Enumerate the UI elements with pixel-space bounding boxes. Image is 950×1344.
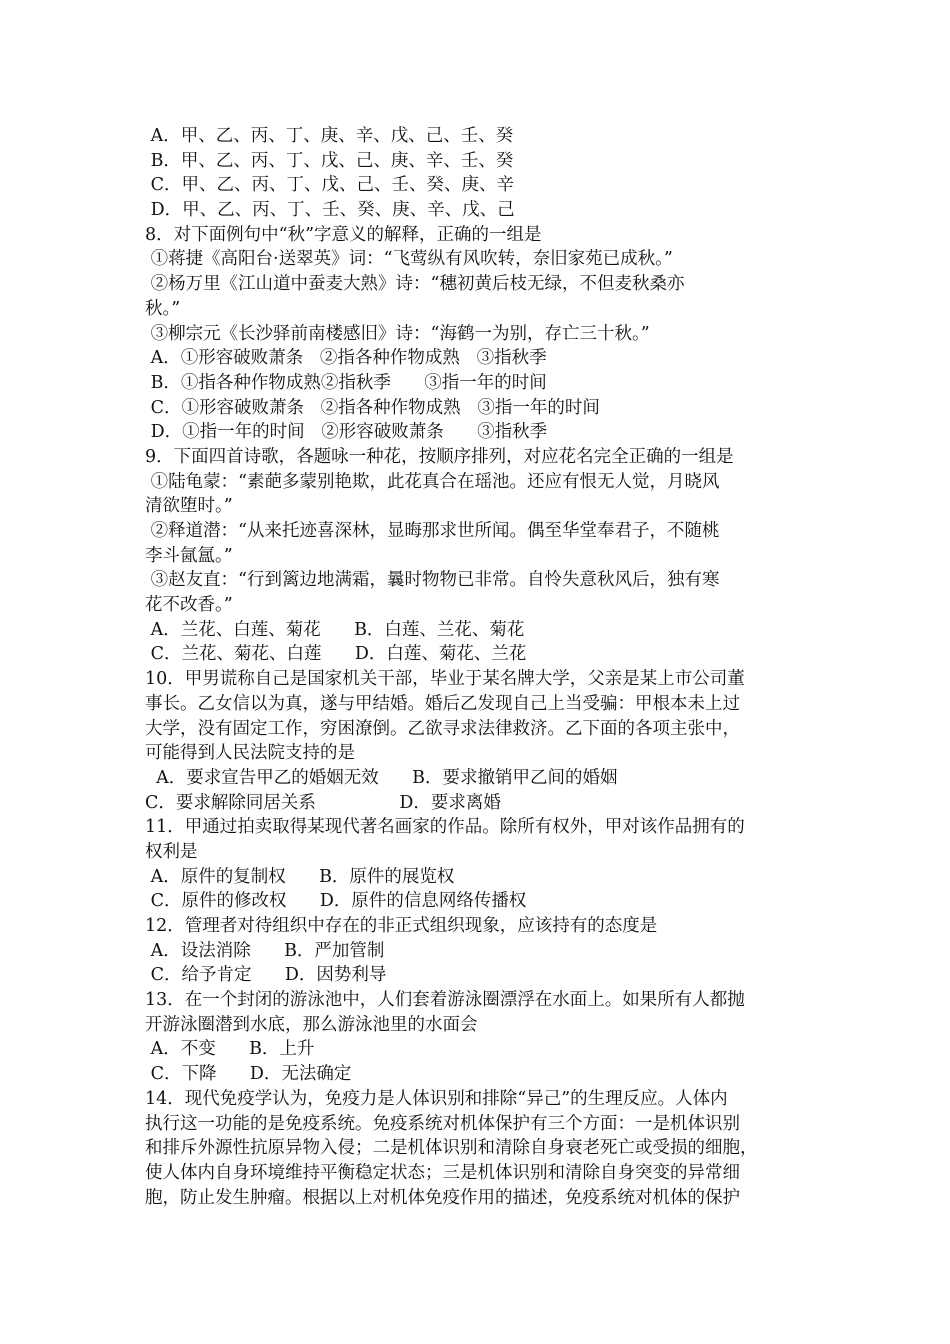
text-line: ②杨万里《江山道中蚕麦大熟》诗：“穗初黄后枝无绿，不但麦秋桑亦 [145,274,685,295]
text-line: 秋。” [145,298,181,319]
text-line: 使人体内自身环境维持平衡稳定状态；三是机体识别和清除自身突变的异常细 [145,1162,740,1183]
text-line: 8．对下面例句中“秋”字意义的解释，正确的一组是 [145,224,542,245]
text-line: 9．下面四首诗歌，各题咏一种花，按顺序排列，对应花名完全正确的一组是 [145,446,734,467]
text-line: A．甲、乙、丙、丁、庚、辛、戊、己、壬、癸 [145,126,514,146]
text-line: 事长。乙女信以为真，遂与甲结婚。婚后乙发现自己上当受骗：甲根本未上过 [145,693,740,714]
text-line: 和排斥外源性抗原异物入侵；二是机体识别和清除自身衰老死亡或受损的细胞， [145,1138,758,1159]
text-line: C．兰花、菊花、白莲 D．白莲、菊花、兰花 [145,644,527,665]
text-line: D．甲、乙、丙、丁、壬、癸、庚、辛、戊、己 [145,200,515,221]
text-line: A．要求宣告甲乙的婚姻无效 B．要求撤销甲乙间的婚姻 [145,767,618,788]
text-line: A．不变 B．上升 [145,1039,315,1060]
text-line: C．原件的修改权 D．原件的信息网络传播权 [145,891,527,912]
text-line: 胞，防止发生肿瘤。根据以上对机体免疫作用的描述，免疫系统对机体的保护 [145,1187,740,1208]
document-body [145,124,825,1210]
text-line: C．下降 D．无法确定 [145,1064,352,1085]
text-line: C．①形容破败萧条 ②指各种作物成熟 ③指一年的时间 [145,397,600,418]
text-line: 开游泳圈潜到水底，那么游泳池里的水面会 [145,1014,478,1035]
text-line: ①陆龟蒙：“素葩多蒙别艳欺，此花真合在瑶池。还应有恨无人觉，月晓风 [145,471,720,492]
text-line: ②释道潜：“从来托迹喜深林，显晦那求世所闻。偶至华堂奉君子，不随桃 [145,521,720,541]
text-line: C．要求解除同居关系 D．要求离婚 [145,792,501,813]
text-line: ①蒋捷《高阳台·送翠英》词：“飞莺纵有风吹转，奈旧家苑已成秋。” [145,249,673,270]
text-line: C．给予肯定 D．因势利导 [145,965,387,986]
text-line: 权利是 [145,841,198,862]
text-line: C．甲、乙、丙、丁、戊、己、壬、癸、庚、辛 [145,175,514,196]
text-line: 清欲堕时。” [145,496,233,517]
text-line: 花不改香。” [145,595,233,616]
text-line: 李斗氤氲。” [145,545,233,566]
text-line: 13．在一个封闭的游泳池中，人们套着游泳圈漂浮在水面上。如果所有人都抛 [145,990,745,1011]
text-line: A．原件的复制权 B．原件的展览权 [145,866,455,887]
text-line: 可能得到人民法院支持的是 [145,743,355,764]
text-line: 11．甲通过拍卖取得某现代著名画家的作品。除所有权外，甲对该作品拥有的 [145,817,745,838]
text-line: ③赵友直：“行到篱边地满霜，曩时物物已非常。自怜失意秋风后，独有寒 [145,570,720,591]
text-line: A．设法消除 B．严加管制 [145,940,385,961]
text-line: A．兰花、白莲、菊花 B．白莲、兰花、菊花 [145,619,525,640]
text-line: 12．管理者对待组织中存在的非正式组织现象，应该持有的态度是 [145,916,658,936]
text-line: B．甲、乙、丙、丁、戊、己、庚、辛、壬、癸 [145,150,514,171]
text-line: A．①形容破败萧条 ②指各种作物成熟 ③指秋季 [145,348,547,369]
text-line: 执行这一功能的是免疫系统。免疫系统对机体保护有三个方面：一是机体识别 [145,1113,740,1134]
text-line: 10．甲男谎称自己是国家机关干部，毕业于某名牌大学，父亲是某上市公司董 [145,669,745,690]
text-line: D．①指一年的时间 ②形容破败萧条 ③指秋季 [145,422,548,443]
text-line: ③柳宗元《长沙驿前南楼感旧》诗：“海鹤一为别，存亡三十秋。” [145,323,650,344]
text-line: 14．现代免疫学认为，免疫力是人体识别和排除“异己”的生理反应。人体内 [145,1088,728,1109]
text-line: B．①指各种作物成熟②指秋季 ③指一年的时间 [145,372,547,393]
text-line: 大学，没有固定工作，穷困潦倒。乙欲寻求法律救济。乙下面的各项主张中， [145,718,740,739]
